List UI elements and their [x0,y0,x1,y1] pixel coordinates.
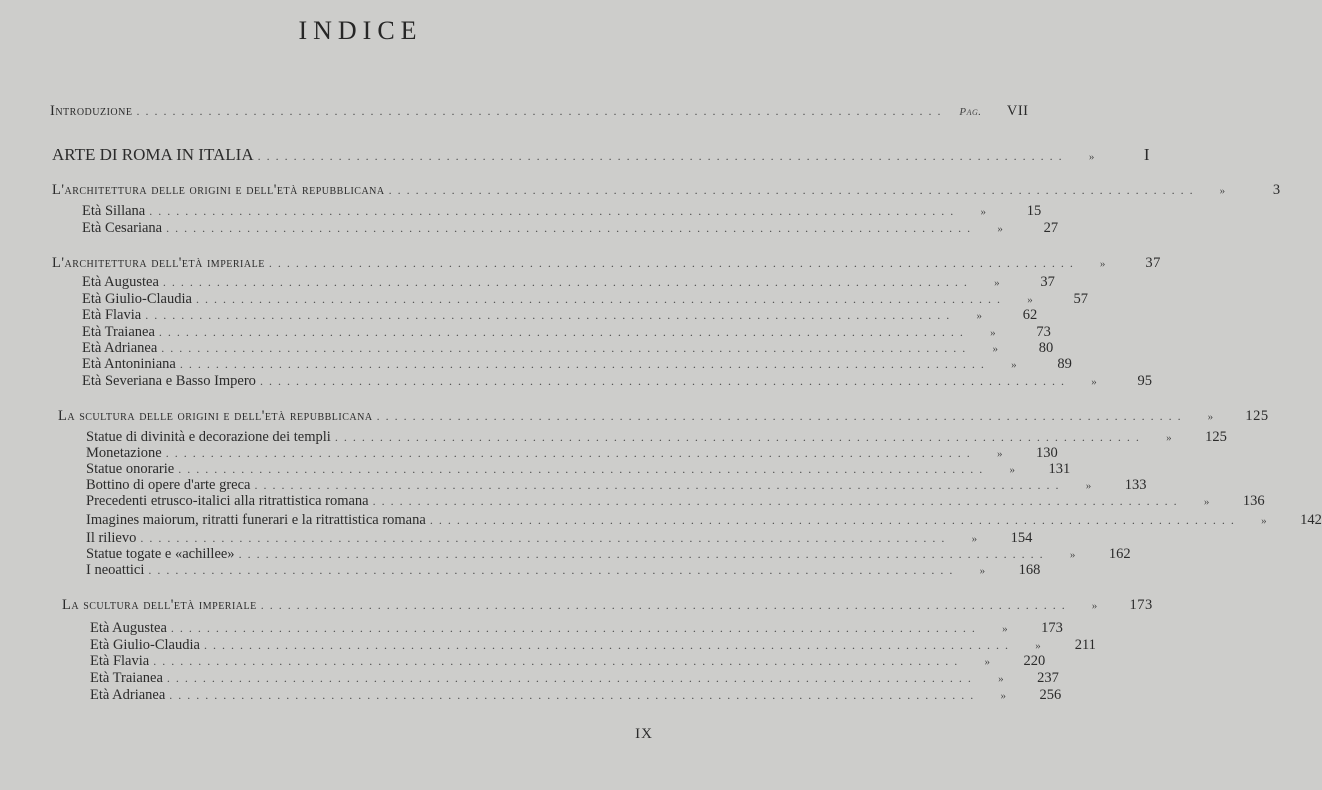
entry-title: ARTE DI ROMA IN ITALIA [52,145,254,164]
page-number: 237 [1037,670,1059,686]
toc-entry[interactable] [86,461,1071,477]
entry-title: Precedenti etrusco-italici alla ritrattistica romana [86,493,369,509]
dot-leader: .......................................................................................... [388,183,1199,197]
page-number: 142 [1300,512,1322,528]
ditto-mark: » [1261,515,1267,527]
entry-title: Imagines maiorum, ritratti funerari e la ritrattistica romana [86,512,426,528]
ditto-mark: » [1091,600,1098,612]
toc-entry[interactable] [86,429,1227,445]
toc-entry[interactable] [86,512,1322,528]
page-number: 37 [1040,274,1055,290]
toc-entry[interactable] [86,530,1033,546]
ditto-mark: » [1166,432,1172,444]
page-number: 27 [1043,220,1059,236]
toc-entry-introduction[interactable] [50,103,1029,119]
entry-title: Età Antoniniana [82,356,176,372]
ditto-mark: » [1011,359,1017,371]
toc-entry[interactable] [82,324,1051,340]
ditto-mark: » [1088,151,1095,163]
toc-entry-main-section[interactable] [52,145,1150,164]
dot-leader: .......................................................................................... [148,563,959,577]
ditto-mark: » [1203,496,1210,508]
ditto-mark: » [984,656,990,668]
ditto-mark: » [1035,640,1041,652]
ditto-mark: » [1085,480,1092,492]
ditto-mark: » [1207,411,1214,423]
entry-title: Età Adrianea [82,340,158,356]
page-number: 173 [1129,597,1153,613]
dot-leader: .......................................................................................... [162,275,973,289]
dot-leader: .......................................................................................... [334,430,1145,444]
ditto-mark: » [997,223,1003,235]
toc-entry[interactable] [82,291,1088,307]
entry-title: Età Cesariana [82,220,163,236]
dot-leader: .......................................................................................... [268,256,1079,270]
entry-title: Età Traianea [82,324,155,340]
dot-leader: .......................................................................................... [195,292,1006,306]
page-label: Pag. [959,106,982,118]
toc-entry[interactable] [82,373,1152,389]
page-number: 80 [1038,340,1054,356]
page-number: 162 [1108,546,1131,562]
entry-title: Età Giulio-Claudia [90,637,200,653]
ditto-mark: » [1002,623,1008,635]
toc-entry[interactable] [82,220,1059,236]
dot-leader: .......................................................................................... [166,221,977,235]
dot-leader: .......................................................................................... [136,104,947,118]
page-number: 73 [1036,324,1051,340]
page-number: 131 [1048,461,1071,477]
entry-title: Il rilievo [86,530,137,546]
toc-entry[interactable] [82,340,1054,356]
page-number: I [1143,145,1150,164]
dot-leader: .......................................................................................... [372,494,1183,508]
page-number: 130 [1035,445,1058,461]
toc-section-heading[interactable] [58,408,1269,424]
toc-entry[interactable] [86,546,1131,562]
entry-title: Età Flavia [82,307,142,323]
dot-leader: .......................................................................................... [161,341,972,355]
toc-entry[interactable] [90,620,1063,636]
entry-title: Età Adrianea [90,687,166,703]
dot-leader: .......................................................................................... [254,478,1065,492]
toc-entry[interactable] [86,445,1058,461]
dot-leader: .......................................................................................... [169,688,980,702]
toc-entry[interactable] [82,203,1042,219]
page-number: VII [1006,103,1029,119]
page-number: 37 [1145,255,1161,271]
toc-entry[interactable] [82,307,1038,323]
toc-entry[interactable] [86,477,1147,493]
dot-leader: .......................................................................................... [153,654,964,668]
dot-leader: .......................................................................................... [376,409,1187,423]
page-number: 136 [1242,493,1265,509]
dot-leader: .......................................................................................... [259,374,1070,388]
dot-leader: .......................................................................................... [178,462,989,476]
entry-title: Età Flavia [90,653,150,669]
dot-leader: .......................................................................................... [257,149,1068,163]
ditto-mark: » [976,310,982,322]
ditto-mark: » [990,327,996,339]
page-number: 173 [1041,620,1063,636]
ditto-mark: » [998,673,1004,685]
ditto-mark: » [994,277,1000,289]
ditto-mark: » [1027,294,1033,306]
entry-title: I neoattici [86,562,145,578]
ditto-mark: » [1069,549,1076,561]
toc-entry[interactable] [90,637,1096,653]
entry-title: L'architettura dell'età imperiale [52,255,265,271]
dot-leader: .......................................................................................... [170,621,981,635]
ditto-mark: » [992,343,999,355]
page-number: 89 [1057,356,1072,372]
page-number: 62 [1022,307,1038,323]
entry-title: Statue di divinità e decorazione dei templi [86,429,331,445]
page-number: 133 [1124,477,1147,493]
ditto-mark: » [1091,376,1097,388]
page-number: 154 [1010,530,1033,546]
dot-leader: .......................................................................................... [165,446,976,460]
dot-leader: .......................................................................................... [203,638,1014,652]
toc-entry[interactable] [90,687,1062,703]
entry-title: Età Severiana e Basso Impero [82,373,256,389]
entry-title: Età Sillana [82,203,146,219]
page-number: 57 [1073,291,1088,307]
toc-section-heading[interactable] [52,255,1161,271]
ditto-mark: » [1099,258,1106,270]
dot-leader: .......................................................................................... [179,357,990,371]
entry-title: L'architettura delle origini e dell'età repubblicana [52,182,385,198]
ditto-mark: » [980,206,986,218]
page-number: 211 [1074,637,1096,653]
ditto-mark: » [971,533,978,545]
toc-entry[interactable] [82,356,1072,372]
entry-title: La scultura delle origini e dell'età repubblicana [58,408,373,424]
entry-title: Introduzione [50,103,133,119]
toc-entry[interactable] [86,493,1265,509]
toc-entry[interactable] [90,653,1046,669]
ditto-mark: » [996,448,1003,460]
toc-entry[interactable] [90,670,1059,686]
entry-title: Età Augustea [82,274,159,290]
dot-leader: .......................................................................................... [149,204,960,218]
dot-leader: .......................................................................................... [145,308,956,322]
toc-entry[interactable] [86,562,1041,578]
ditto-mark: » [1000,690,1007,702]
page-number-footer: IX [635,726,653,742]
entry-title: Statue onorarie [86,461,175,477]
page-number: 125 [1245,408,1269,424]
entry-title: Statue togate e «achillee» [86,546,235,562]
page-number: 125 [1205,429,1227,445]
ditto-mark: » [979,565,986,577]
ditto-mark: » [1009,464,1015,476]
entry-title: Monetazione [86,445,162,461]
page-number: 95 [1137,373,1152,389]
page-title: INDICE [298,16,423,45]
dot-leader: .......................................................................................... [158,325,969,339]
entry-title: Età Giulio-Claudia [82,291,192,307]
page-number: 220 [1023,653,1046,669]
entry-title: Età Traianea [90,670,163,686]
dot-leader: .......................................................................................... [260,598,1071,612]
toc-section-heading[interactable] [52,182,1281,198]
ditto-mark: » [1219,185,1226,197]
dot-leader: .......................................................................................... [429,513,1240,527]
toc-section-heading[interactable] [62,597,1153,613]
page-number: 256 [1039,687,1062,703]
toc-entry[interactable] [82,274,1055,290]
page-number: 3 [1272,182,1281,198]
dot-leader: .......................................................................................... [166,671,977,685]
dot-leader: .......................................................................................... [238,547,1049,561]
page-number: 15 [1026,203,1042,219]
entry-title: Età Augustea [90,620,167,636]
dot-leader: .......................................................................................... [140,531,951,545]
page-number: 168 [1018,562,1041,578]
entry-title: La scultura dell'età imperiale [62,597,257,613]
entry-title: Bottino di opere d'arte greca [86,477,251,493]
